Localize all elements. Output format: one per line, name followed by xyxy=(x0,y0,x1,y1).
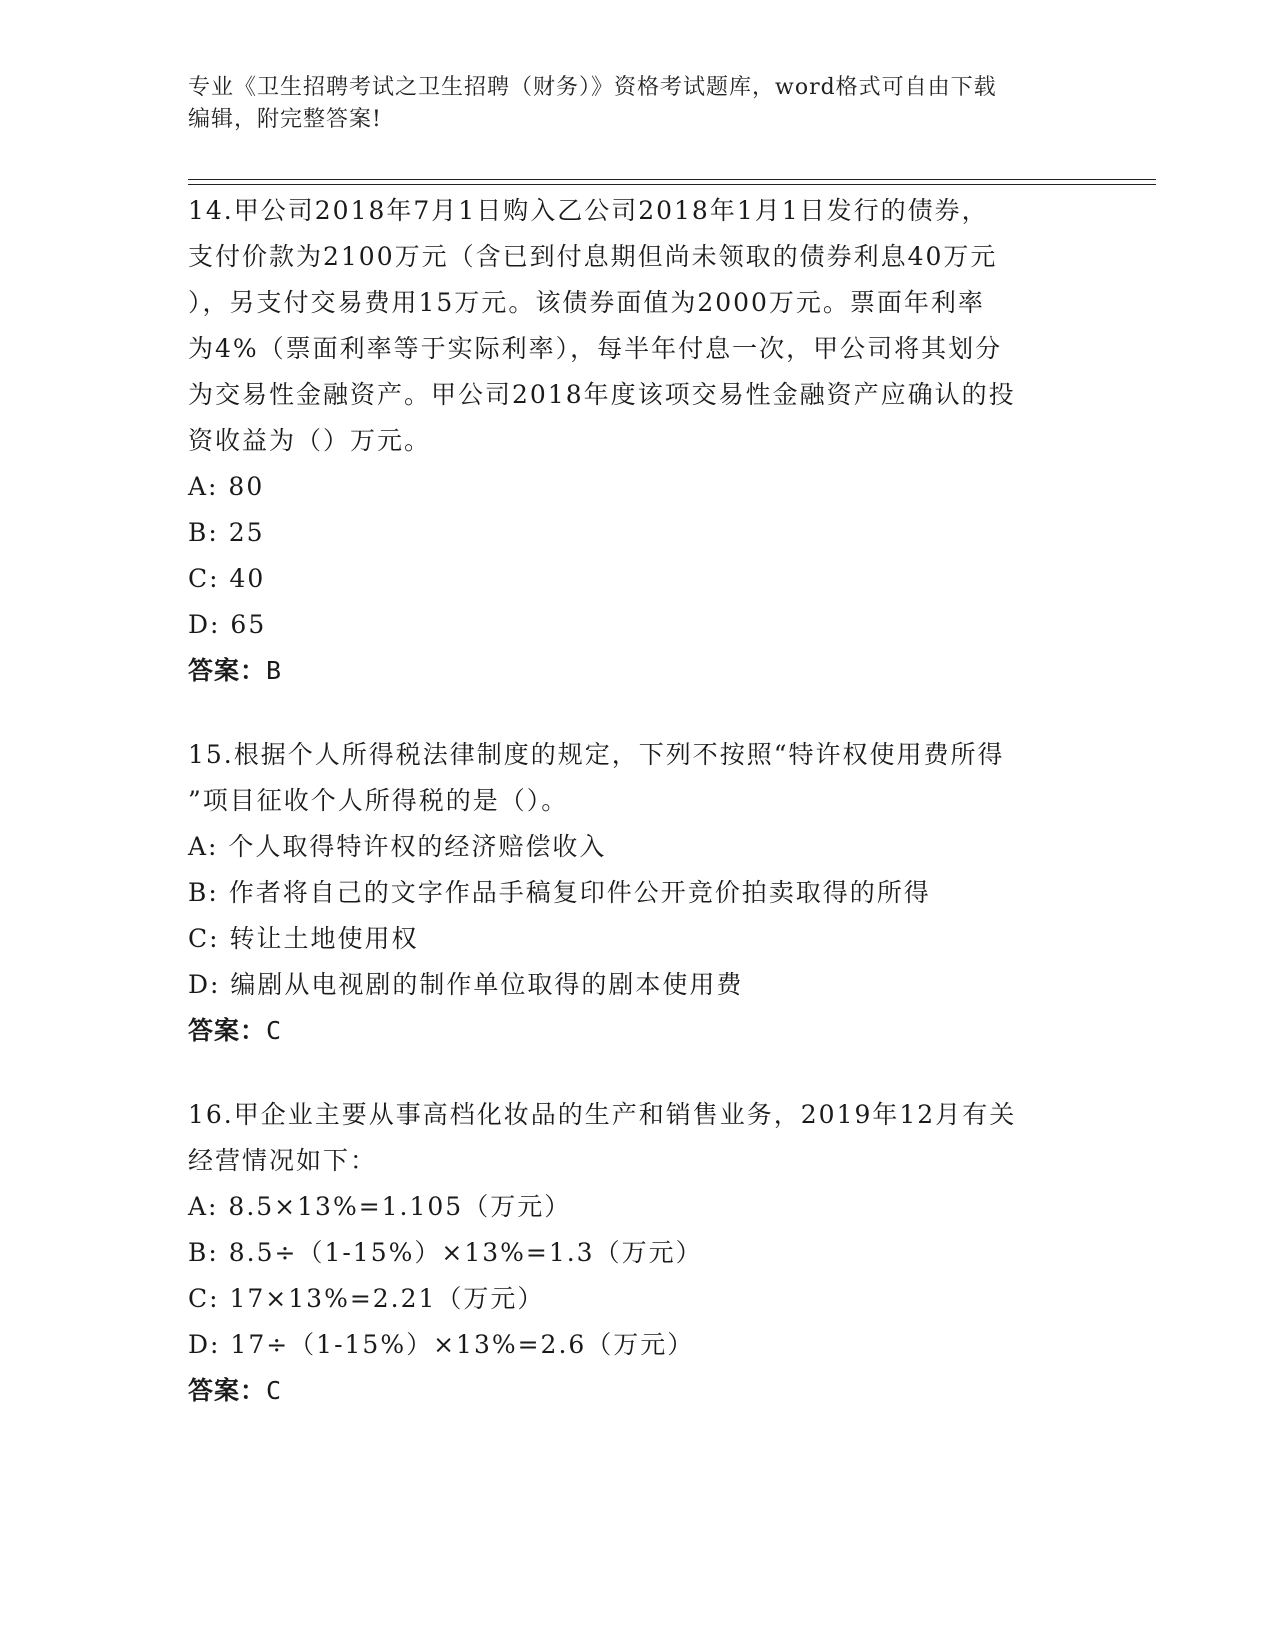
answer-label: 答案： xyxy=(188,656,267,685)
option-d: D: 17÷（1-15%）×13%=2.6（万元） xyxy=(188,1330,695,1359)
header-divider-top xyxy=(188,179,1156,180)
question-stem-line: 15.根据个人所得税法律制度的规定，下列不按照“特许权使用费所得 xyxy=(188,740,1005,769)
option-c: C: 40 xyxy=(188,564,266,593)
question-stem-line: 支付价款为2100万元（含已到付息期但尚未领取的债券利息40万元 xyxy=(188,242,998,271)
header-line-1: 专业《卫生招聘考试之卫生招聘（财务）》资格考试题库，word格式可自由下载 xyxy=(188,75,997,100)
option-b: B: 作者将自己的文字作品手稿复印件公开竞价拍卖取得的所得 xyxy=(188,878,931,907)
option-a: A: 8.5×13%=1.105（万元） xyxy=(188,1192,572,1221)
option-c: C: 转让土地使用权 xyxy=(188,924,419,953)
question-stem-line: 14.甲公司2018年7月1日购入乙公司2018年1月1日发行的债券， xyxy=(188,196,989,225)
header-line-2: 编辑，附完整答案! xyxy=(188,107,382,132)
header-divider-bottom xyxy=(188,184,1156,185)
question-stem-line: 资收益为（）万元。 xyxy=(188,426,432,455)
option-a: A: 80 xyxy=(188,472,265,501)
option-b: B: 8.5÷（1-15%）×13%=1.3（万元） xyxy=(188,1238,703,1267)
question-14 xyxy=(188,188,1088,694)
answer-label: 答案： xyxy=(188,1016,267,1045)
question-stem-line: ），另支付交易费用15万元。该债券面值为2000万元。票面年利率 xyxy=(188,288,985,317)
option-a: A: 个人取得特许权的经济赔偿收入 xyxy=(188,832,607,861)
option-b: B: 25 xyxy=(188,518,265,547)
question-16 xyxy=(188,1092,1088,1414)
document-header xyxy=(188,72,1088,136)
answer-line xyxy=(188,648,1088,694)
question-15 xyxy=(188,732,1088,1054)
question-stem-line: 经营情况如下： xyxy=(188,1146,378,1175)
answer-label: 答案： xyxy=(188,1376,267,1405)
question-stem-line: 16.甲企业主要从事高档化妆品的生产和销售业务，2019年12月有关 xyxy=(188,1100,1017,1129)
question-stem-line: 为4%（票面利率等于实际利率），每半年付息一次，甲公司将其划分 xyxy=(188,334,1003,363)
question-list xyxy=(188,188,1088,1452)
question-stem-line: ”项目征收个人所得税的是（）。 xyxy=(188,786,569,815)
question-stem-line: 为交易性金融资产。甲公司2018年度该项交易性金融资产应确认的投 xyxy=(188,380,1016,409)
answer-value: C xyxy=(266,1016,283,1045)
option-d: D: 编剧从电视剧的制作单位取得的剧本使用费 xyxy=(188,970,744,999)
option-d: D: 65 xyxy=(188,610,267,639)
option-c: C: 17×13%=2.21（万元） xyxy=(188,1284,545,1313)
answer-value: C xyxy=(266,1376,283,1405)
answer-line xyxy=(188,1008,1088,1054)
answer-line xyxy=(188,1368,1088,1414)
answer-value: B xyxy=(266,656,283,685)
